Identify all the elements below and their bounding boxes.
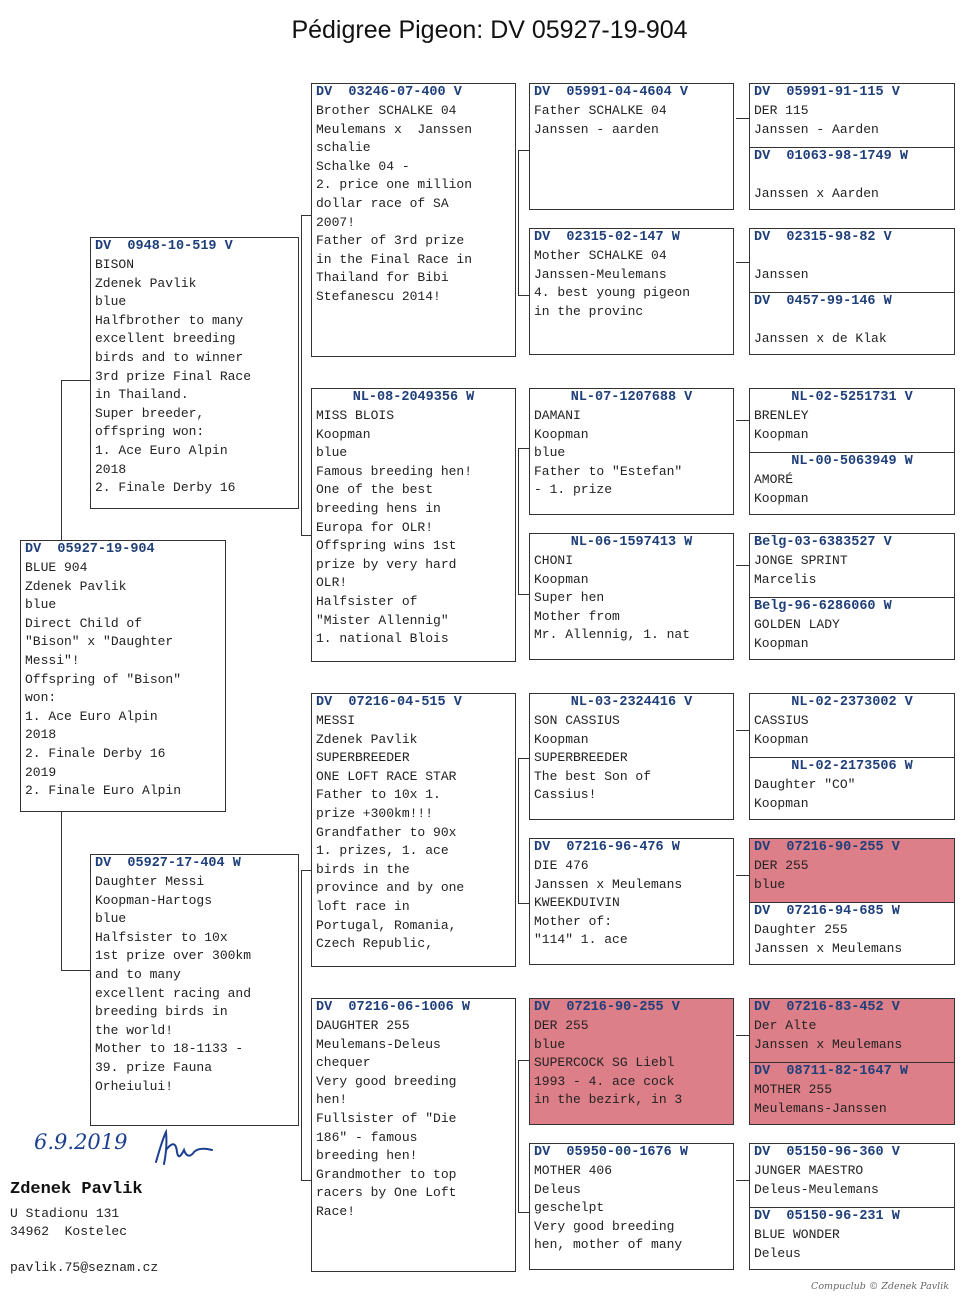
ring-number: NL-02-5251731 V [791, 390, 913, 405]
ring-number: NL-00-5063949 W [791, 454, 913, 469]
pedigree-card-gen4 [529, 83, 734, 210]
pedigree-card-gen4 [529, 838, 734, 965]
ring-number: DV 05991-91-115 V [754, 85, 900, 100]
ring-number: DV 0457-99-146 W [754, 294, 892, 309]
pedigree-card-gen5-pair [749, 83, 955, 210]
pedigree-card-gen5-pair [749, 693, 955, 820]
pedigree-card-gen5-pair [749, 533, 955, 660]
ring-number: NL-02-2173506 W [791, 759, 913, 774]
pedigree-card-gen3 [311, 693, 516, 967]
connector [61, 812, 62, 970]
ring-number: DV 07216-06-1006 W [316, 1000, 470, 1015]
ring-number: DV 03246-07-400 V [316, 85, 462, 100]
connector [518, 150, 519, 295]
card-text: Der Alte Janssen x Meulemans [754, 1018, 903, 1052]
connector [61, 380, 90, 381]
connector [736, 1180, 749, 1181]
card-text: CASSIUS Koopman [754, 713, 809, 747]
ring-number: NL-08-2049356 W [352, 390, 475, 405]
connector [518, 295, 529, 296]
ring-number: DV 07216-96-476 W [534, 840, 680, 855]
connector [301, 215, 311, 216]
card-text: DER 255 blue [754, 858, 809, 892]
card-text: DAUGHTER 255 Meulemans-Deleus chequer Very good breeding hen! Fullsister of "Die 186" - famous breeding hen! Grandmother to top racers by One Loft Race! [316, 1018, 457, 1219]
pedigree-card-gen4 [529, 228, 734, 355]
ring-number: DV 07216-94-685 W [754, 904, 900, 919]
ring-number: DV 07216-04-515 V [316, 695, 462, 710]
card-text: Janssen [754, 266, 809, 282]
ring-number: Belg-96-6286060 W [754, 599, 892, 614]
connector [518, 150, 529, 151]
card-text: Daughter "CO" Koopman [754, 777, 856, 811]
ring-number: DV 07216-90-255 V [534, 1000, 680, 1015]
connector [518, 1212, 529, 1213]
connector [518, 758, 529, 759]
breeder-name: Zdenek Pavlik [10, 1180, 143, 1199]
card-text: MOTHER 255 Meulemans-Janssen [754, 1082, 887, 1116]
connector [61, 970, 90, 971]
connector [301, 870, 311, 871]
ring-number: DV 08711-82-1647 W [754, 1064, 908, 1079]
connector [301, 215, 302, 535]
pedigree-card-gen5-pair-highlighted [749, 998, 955, 1125]
connector [736, 565, 749, 566]
card-text: DER 115 Janssen - Aarden [754, 103, 879, 137]
breeder-email: pavlik.75@seznam.cz [10, 1260, 159, 1275]
ring-number: DV 07216-83-452 V [754, 1000, 900, 1015]
card-text: BRENLEY Koopman [754, 408, 809, 442]
pedigree-card-gen4-highlighted [529, 998, 734, 1125]
ring-number: DV 05991-04-4604 V [534, 85, 688, 100]
ring-number: DV 05927-19-904 [25, 542, 155, 557]
card-text: Janssen x de Klak [754, 330, 887, 346]
pedigree-card-gen3 [311, 998, 516, 1272]
pedigree-card-subject [20, 540, 226, 812]
connector [736, 262, 749, 263]
connector [736, 875, 749, 876]
connector [518, 448, 529, 449]
card-text: SON CASSIUS Koopman SUPERBREEDER The best Son of Cassius! [534, 713, 652, 803]
ring-number: NL-02-2373002 V [791, 695, 913, 710]
ring-number: Belg-03-6383527 V [754, 535, 892, 550]
connector [736, 1035, 749, 1036]
pedigree-card-gen3 [311, 388, 516, 662]
card-text: Father SCHALKE 04 Janssen - aarden [534, 103, 667, 137]
pedigree-card-dam [90, 854, 299, 1126]
pedigree-card-gen5-pair [749, 1143, 955, 1270]
pedigree-card-gen3 [311, 83, 516, 357]
connector [301, 535, 311, 536]
breeder-city: 34962 Kostelec [10, 1224, 128, 1239]
breeder-street: U Stadionu 131 [10, 1206, 120, 1221]
card-text: DIE 476 Janssen x Meulemans KWEEKDUIVIN Mother of: "114" 1. ace [534, 858, 683, 948]
card-text: DAMANI Koopman blue Father to "Estefan" - 1. prize [534, 408, 683, 498]
connector [518, 594, 529, 595]
connector [736, 730, 749, 731]
ring-number: NL-06-1597413 W [570, 535, 693, 550]
ring-number: DV 01063-98-1749 W [754, 149, 908, 164]
connector [518, 448, 519, 594]
card-text: JONGE SPRINT Marcelis [754, 553, 848, 587]
connector [61, 380, 62, 540]
connector [518, 903, 529, 904]
card-text: BLUE WONDER Deleus [754, 1227, 840, 1261]
connector [301, 870, 302, 1180]
ring-number: DV 05927-17-404 W [95, 856, 241, 871]
ring-number: NL-07-1207688 V [570, 390, 693, 405]
pedigree-card-gen4 [529, 693, 734, 820]
card-text: MOTHER 406 Deleus geschelpt Very good breeding hen, mother of many [534, 1163, 683, 1253]
connector [736, 420, 749, 421]
card-text: DER 255 blue SUPERCOCK SG Liebl 1993 - 4. ace cock in the bezirk, in 3 [534, 1018, 683, 1108]
pedigree-card-gen5-pair [749, 228, 955, 355]
ring-number: DV 05150-96-360 V [754, 1145, 900, 1160]
card-text: Daughter Messi Koopman-Hartogs blue Halfsister to 10x 1st prize over 300km and to many excellent racing and breeding birds in the world! Mother to 18-1133 - 39. prize Fauna Orheiului! [95, 874, 252, 1094]
signature-date: 6.9.2019 [34, 1130, 128, 1154]
card-text: JUNGER MAESTRO Deleus-Meulemans [754, 1163, 879, 1197]
page-title: Pédigree Pigeon: DV 05927-19-904 [291, 16, 688, 44]
ring-number: DV 05150-96-231 W [754, 1209, 900, 1224]
pedigree-card-gen4 [529, 388, 734, 515]
card-text: Mother SCHALKE 04 Janssen-Meulemans 4. best young pigeon in the provinc [534, 248, 691, 319]
card-text: Brother SCHALKE 04 Meulemans x Janssen schalie Schalke 04 - 2. price one million dollar race of SA 2007! Father of 3rd prize in the Final Race in Thailand for Bibi Stefanescu 2014! [316, 103, 473, 304]
footer-credit: Compuclub © Zdenek Pavlik [811, 1281, 949, 1292]
card-text: AMORÉ Koopman [754, 472, 809, 506]
pedigree-card-gen4 [529, 533, 734, 660]
connector [736, 118, 749, 119]
card-text: BISON Zdenek Pavlik blue Halfbrother to many excellent breeding birds and to winner 3rd prize Final Race in Thailand. Super breeder, offspring won: 1. Ace Euro Alpin 2018 2. Finale Derby 16 [95, 257, 252, 496]
ring-number: DV 0948-10-519 V [95, 239, 233, 254]
card-text: MISS BLOIS Koopman blue Famous breeding hen! One of the best breeding hens in Europa for OLR! Offspring wins 1st prize by very hard OLR! Halfsister of "Mister Allennig" 1. national Blois [316, 408, 473, 647]
ring-number: DV 05950-00-1676 W [534, 1145, 688, 1160]
ring-number: DV 02315-98-82 V [754, 230, 892, 245]
connector [518, 758, 519, 903]
card-text: Janssen x Aarden [754, 185, 879, 201]
card-text: Daughter 255 Janssen x Meulemans [754, 922, 903, 956]
card-text: CHONI Koopman Super hen Mother from Mr. Allennig, 1. nat [534, 553, 691, 643]
card-text: BLUE 904 Zdenek Pavlik blue Direct Child of "Bison" x "Daughter Messi"! Offspring of "Bison" won: 1. Ace Euro Alpin 2018 2. Finale Derby 16 2019 2. Finale Euro Alpin [25, 560, 182, 799]
connector [518, 1060, 529, 1061]
ring-number: NL-03-2324416 V [570, 695, 693, 710]
card-text: GOLDEN LADY Koopman [754, 617, 840, 651]
connector [518, 1060, 519, 1212]
pedigree-card-gen5-pair [749, 838, 955, 965]
pedigree-card-gen4 [529, 1143, 734, 1270]
ring-number: DV 02315-02-147 W [534, 230, 680, 245]
connector [301, 1180, 311, 1181]
handwritten-signature [150, 1128, 220, 1168]
ring-number: DV 07216-90-255 V [754, 840, 900, 855]
pedigree-card-gen5-pair [749, 388, 955, 515]
pedigree-card-sire [90, 237, 299, 509]
card-text: MESSI Zdenek Pavlik SUPERBREEDER ONE LOFT RACE STAR Father to 10x 1. prize +300km!!! Grandfather to 90x 1. prizes, 1. ace birds in the province and by one loft race in Portugal, Romania, Czech Republic, [316, 713, 465, 952]
